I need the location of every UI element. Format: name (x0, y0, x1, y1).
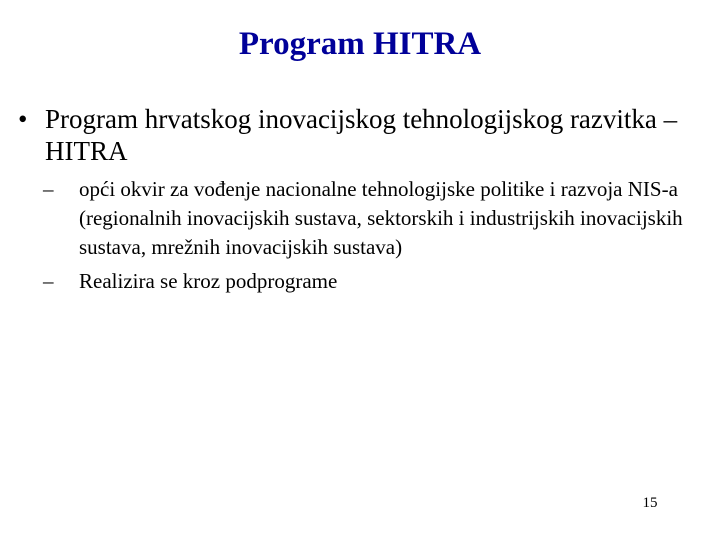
subitem-text: Realizira se kroz podprograme (79, 269, 338, 293)
subitem-text: opći okvir za vođenje nacionalne tehnologijske politike i razvoja NIS-a (regionalnih inovacijskih sustava, sektorskih i industrijskih inovacijskih sustava, mrežnih inovacijskih sustava) (79, 177, 683, 259)
page-number: 15 (642, 495, 658, 511)
bullet-marker: • (18, 104, 28, 134)
subitem (43, 267, 713, 296)
bullet-text: Program hrvatskog inovacijskog tehnologijskog razvitka – HITRA (45, 104, 678, 166)
slide-title: Program HITRA (238, 26, 482, 62)
subitem-marker: – (43, 177, 54, 201)
bullet-item (18, 103, 678, 167)
subitem-marker: – (43, 269, 54, 293)
subitem (43, 175, 713, 262)
